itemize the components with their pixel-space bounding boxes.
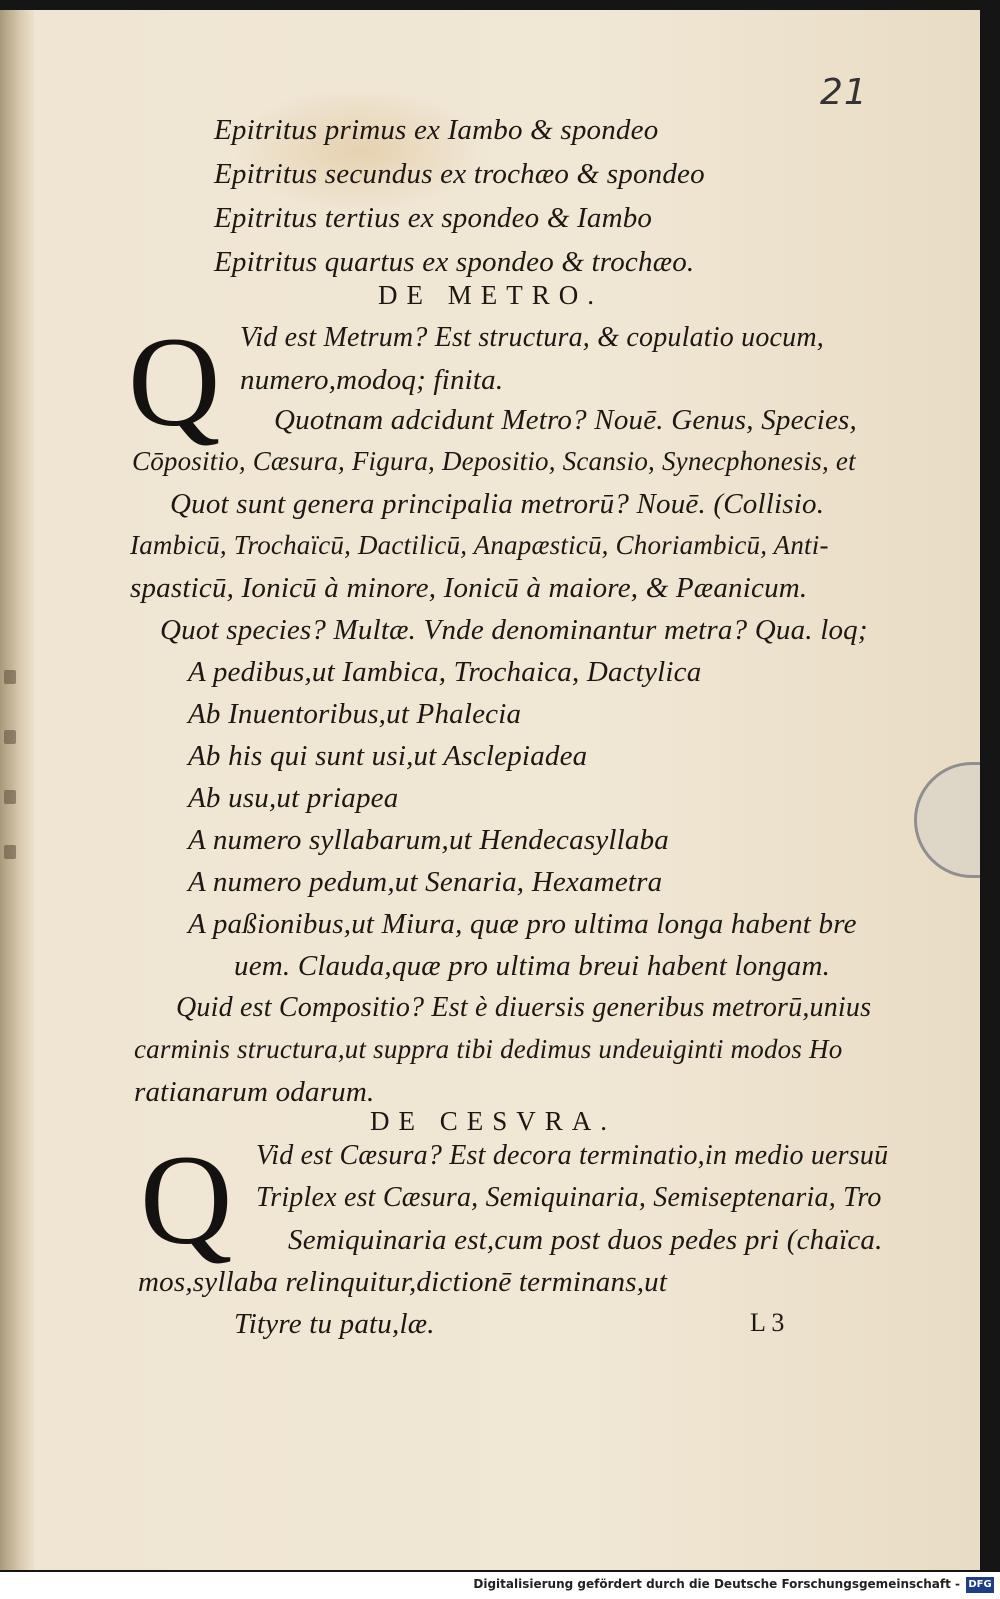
text-line: Tityre tu patu,læ.: [234, 1308, 435, 1340]
text-line: ratianarum odarum.: [134, 1076, 375, 1108]
drop-cap-initial: Q: [128, 311, 221, 453]
text-line: Cōpositio, Cæsura, Figura, Depositio, Scansio, Synecphonesis, et: [132, 446, 856, 476]
page-clip: [914, 762, 980, 878]
bleed-through-mark: [4, 790, 16, 804]
text-line: Triplex est Cæsura, Semiquinaria, Semiseptenaria, Tro: [256, 1182, 882, 1213]
footer-credit: Digitalisierung gefördert durch die Deutsche Forschungsgemeinschaft -: [473, 1577, 960, 1591]
list-item: A numero pedum,ut Senaria, Hexametra: [188, 866, 663, 898]
text-line: mos,syllaba relinquitur,dictionē terminans,ut: [138, 1266, 668, 1298]
text-line: Epitritus quartus ex spondeo & trochæo.: [214, 246, 695, 278]
text-line: Quid est Compositio? Est è diuersis generibus metrorū,unius: [176, 992, 872, 1023]
text-line: Vid est Cæsura? Est decora terminatio,in medio uersuū: [256, 1140, 889, 1171]
list-item: A paßionibus,ut Miura, quæ pro ultima longa habent bre: [188, 908, 857, 940]
text-line: Quot sunt genera principalia metrorū? Nouē. (Collisio.: [170, 488, 825, 520]
footer-bar: [0, 1572, 1000, 1599]
drop-cap-initial: Q: [140, 1129, 233, 1271]
list-item: Ab usu,ut priapea: [188, 782, 399, 814]
dfg-logo: DFG: [966, 1577, 994, 1593]
list-item: Ab his qui sunt usi,ut Asclepiadea: [188, 740, 588, 772]
text-line: Quotnam adcidunt Metro? Nouē. Genus, Species,: [274, 404, 857, 436]
list-item: A pedibus,ut Iambica, Trochaica, Dactylica: [188, 656, 702, 688]
text-line: Vid est Metrum? Est structura, & copulatio uocum,: [240, 322, 825, 353]
text-line: Semiquinaria est,cum post duos pedes pri (chaïca.: [288, 1224, 883, 1256]
bleed-through-mark: [4, 670, 16, 684]
text-line: numero,modoq; finita.: [240, 364, 504, 396]
text-line: Epitritus secundus ex trochæo & spondeo: [214, 158, 705, 190]
text-line: uem. Clauda,quæ pro ultima breui habent longam.: [234, 950, 831, 982]
section-heading: DE CESVRA.: [370, 1106, 617, 1136]
text-line: carminis structura,ut suppra tibi dedimus undeuiginti modos Ho: [134, 1034, 843, 1064]
signature-mark: L 3: [750, 1308, 785, 1337]
text-line: Quot species? Multæ. Vnde denominantur metra? Qua. loq;: [160, 614, 868, 646]
bleed-through-mark: [4, 845, 16, 859]
bleed-through-mark: [4, 730, 16, 744]
text-line: Epitritus primus ex Iambo & spondeo: [214, 114, 659, 146]
text-line: Iambicū, Trochaïcū, Dactilicū, Anapæsticū, Choriambicū, Anti-: [130, 530, 829, 560]
text-line: Epitritus tertius ex spondeo & Iambo: [214, 202, 653, 234]
text-line: spasticū, Ionicū à minore, Ionicū à maiore, & Pæanicum.: [130, 572, 808, 604]
book-page: [0, 10, 980, 1570]
section-heading: DE METRO.: [378, 280, 603, 310]
list-item: A numero syllabarum,ut Hendecasyllaba: [188, 824, 670, 856]
page-number: 21: [820, 72, 868, 113]
list-item: Ab Inuentoribus,ut Phalecia: [188, 698, 522, 730]
